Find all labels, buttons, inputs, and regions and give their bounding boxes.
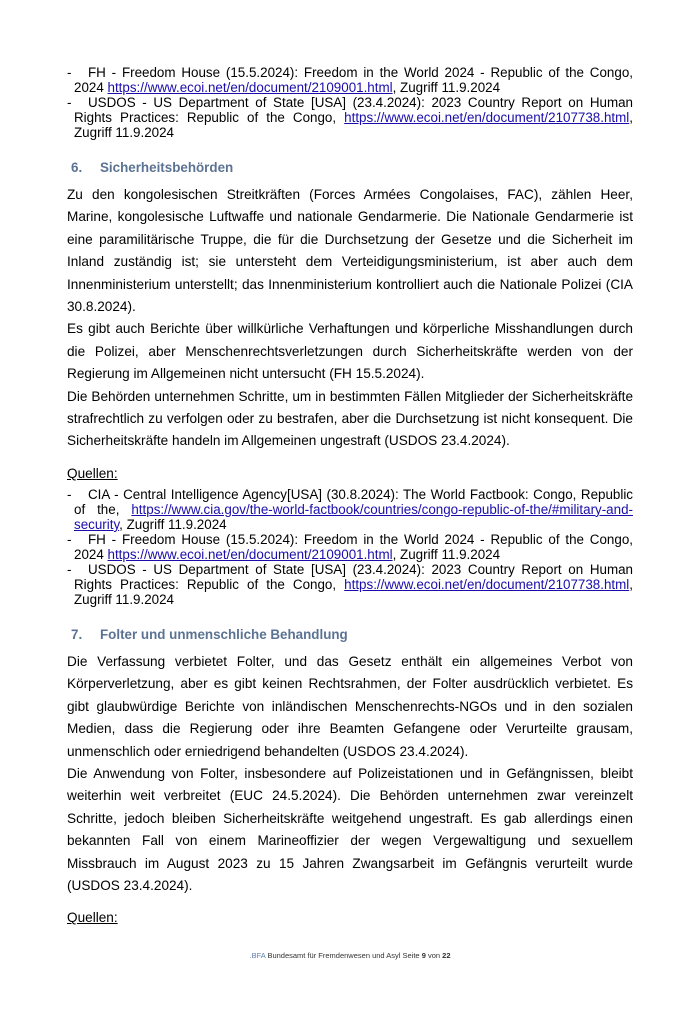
page-number: 9 bbox=[421, 951, 426, 961]
source-item: - USDOS - US Department of State [USA] (23.4.2024): 2023 Country Report on Human Rights Practices: Republic of the Congo, https://www.ecoi.net/en/document/2107738.html, Zugriff 11.9.2024 bbox=[67, 561, 633, 607]
page-total: 22 bbox=[442, 951, 451, 961]
source-link[interactable]: https://www.ecoi.net/en/document/2107738.html bbox=[344, 110, 630, 125]
source-item: - CIA - Central Intelligence Agency[USA] (30.8.2024): The World Factbook: Congo, Republic of the, https://www.cia.gov/the-world-factbook/countries/congo-republic-of-the/#military-and-security, Zugriff 11.9.2024 bbox=[67, 486, 633, 532]
source-link[interactable]: https://www.ecoi.net/en/document/2107738.html bbox=[344, 576, 630, 592]
source-link[interactable]: https://www.ecoi.net/en/document/2109001.html bbox=[107, 546, 393, 562]
paragraph: Die Behörden unternehmen Schritte, um in bestimmten Fällen Mitglieder der Sicherheitskräfte strafrechtlich zu verfolgen oder zu bestrafen, aber die Durchsetzung ist nicht konsequent. Die Sicherheitskräfte handeln im Allgemeinen ungestraft (USDOS 23.4.2024). bbox=[67, 388, 633, 449]
paragraph: Zu den kongolesischen Streitkräften (Forces Armées Congolaises, FAC), zählen Heer, Marine, kongolesische Luftwaffe und nationale Gendarmerie. Die Nationale Gendarmerie ist eine paramilitärische Truppe, die für die Durchsetzung der Gesetze und die Sicherheit im Inland zuständig ist; sie untersteht dem Verteidigungsministerium, ist aber auch dem Innenministerium unterstellt; das Innenministerium kontrolliert auch die Nationale Polizei (CIA 30.8.2024). bbox=[67, 187, 633, 315]
source-link[interactable]: https://www.ecoi.net/en/document/2109001.html bbox=[107, 80, 393, 95]
source-item: - USDOS - US Department of State [USA] (23.4.2024): 2023 Country Report on Human Rights Practices: Republic of the Congo, https://www.ecoi.net/en/document/2107738.html, Zugriff 11.9.2024 bbox=[67, 95, 633, 140]
sources-list-section-6 bbox=[67, 487, 633, 607]
source-item: - FH - Freedom House (15.5.2024): Freedom in the World 2024 - Republic of the Congo, 2024 https://www.ecoi.net/en/document/2109001.html, Zugriff 11.9.2024 bbox=[67, 65, 633, 95]
section-heading-6: 6. Sicherheitsbehörden bbox=[71, 160, 234, 175]
section-7-body bbox=[67, 651, 633, 897]
source-item: - FH - Freedom House (15.5.2024): Freedom in the World 2024 - Republic of the Congo, 2024 https://www.ecoi.net/en/document/2109001.html, Zugriff 11.9.2024 bbox=[67, 531, 633, 562]
section-6-body bbox=[67, 184, 633, 453]
sources-label: Quellen: bbox=[67, 910, 118, 926]
sources-list-top bbox=[67, 65, 633, 140]
paragraph: Die Verfassung verbietet Folter, und das Gesetz enthält ein allgemeines Verbot von Körperverletzung, aber es gibt keinen Rechtsrahmen, der Folter ausdrücklich verbietet. Es gibt glaubwürdige Berichte von inländischen Menschenrechts-NGOs und in den sozialen Medien, dass die Regierung oder ihre Beamten Gefangene oder Verurteilte grausam, unmenschlich oder erniedrigend behandelten (USDOS 23.4.2024). bbox=[67, 653, 633, 759]
paragraph: Die Anwendung von Folter, insbesondere auf Polizeistationen und in Gefängnissen, bleibt weiterhin weit verbreitet (EUC 24.5.2024). Die Behörden unternehmen zwar vereinzelt Schritte, jedoch bleiben Sicherheitskräfte weitgehend ungestraft. Es gab allerdings einen bekannten Fall von einem Marineoffizier der wegen Vergewaltigung und sexuellem Missbrauch im August 2023 zu 15 Jahren Zwangsarbeit im Gefängnis verurteilt wurde (USDOS 23.4.2024). bbox=[67, 765, 633, 893]
paragraph: Es gibt auch Berichte über willkürliche Verhaftungen und körperliche Misshandlungen durch die Polizei, aber Menschenrechtsverletzungen durch Sicherheitskräfte werden von der Regierung im Allgemeinen nicht untersucht (FH 15.5.2024). bbox=[67, 321, 633, 382]
section-heading-7: 7. Folter und unmenschliche Behandlung bbox=[71, 626, 348, 642]
source-link[interactable]: https://www.cia.gov/the-world-factbook/countries/congo-republic-of-the/#military-and-security bbox=[74, 501, 633, 532]
sources-label: Quellen: bbox=[67, 465, 118, 481]
bfa-logo: .BFA bbox=[249, 951, 266, 961]
page-footer: .BFA Bundesamt für Fremdenwesen und Asyl Seite 9 von 22 bbox=[249, 951, 451, 961]
